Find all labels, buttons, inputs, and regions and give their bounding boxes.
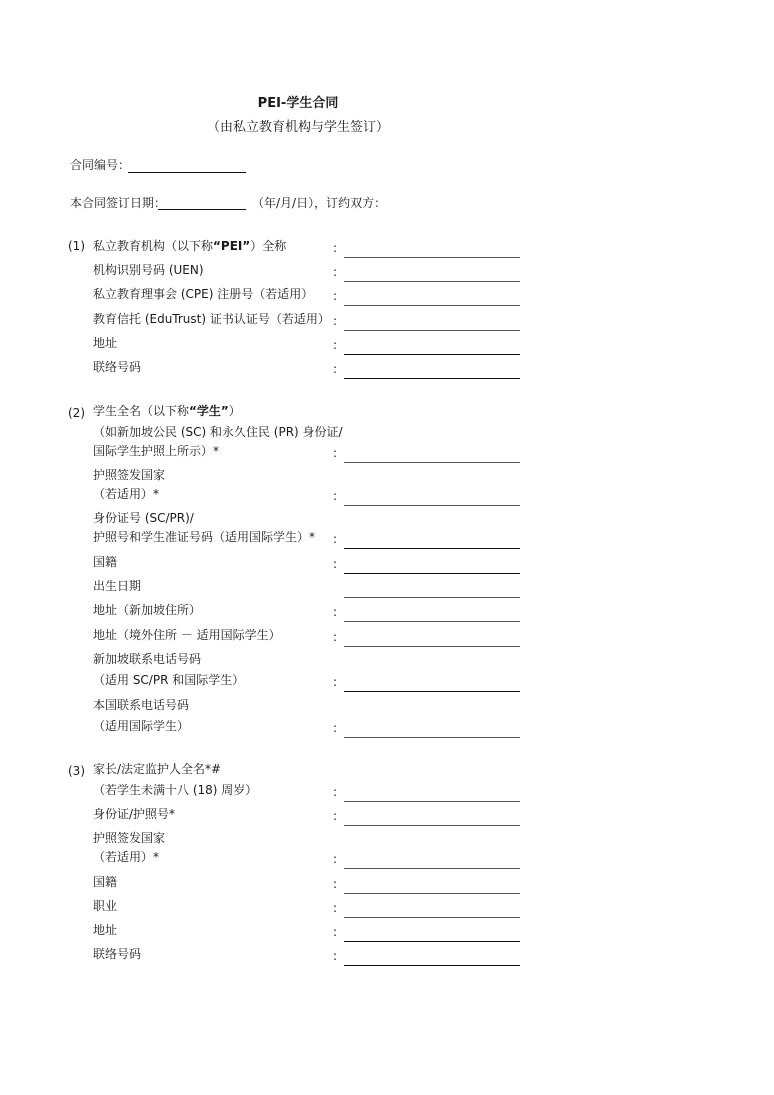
guardian-name-field[interactable] — [344, 801, 520, 802]
guardian-contact-label: 联络号码 — [93, 947, 142, 961]
colon: : — [333, 532, 338, 546]
section-1-number: (1) — [68, 239, 85, 253]
colon: : — [333, 949, 338, 963]
guardian-contact-field[interactable] — [344, 965, 520, 966]
uen-field[interactable] — [344, 281, 520, 282]
edutrust-field[interactable] — [344, 330, 520, 331]
guardian-id-field[interactable] — [344, 825, 520, 826]
colon: : — [333, 489, 338, 503]
colon: : — [333, 852, 338, 866]
guardian-passport-country-field[interactable] — [344, 868, 520, 869]
colon: : — [333, 265, 338, 279]
student-id-field[interactable] — [344, 548, 520, 549]
contract-subtitle: （由私立教育机构与学生签订） — [206, 120, 389, 135]
colon: : — [333, 630, 338, 644]
colon: : — [333, 557, 338, 571]
guardian-id-label: 身份证/护照号* — [93, 807, 176, 821]
guardian-name-label-1: 家长/法定监护人全名*# — [93, 762, 222, 776]
student-name-field[interactable] — [344, 462, 520, 463]
edutrust-label: 教育信托 (EduTrust) 证书认证号（若适用） — [93, 312, 330, 326]
colon: : — [333, 877, 338, 891]
pei-name-field[interactable] — [344, 257, 520, 258]
cpe-label: 私立教育理事会 (CPE) 注册号（若适用） — [93, 287, 314, 301]
contract-date-suffix: （年/月/日），订约双方： — [252, 196, 387, 210]
contract-number-field[interactable] — [128, 172, 246, 173]
cpe-field[interactable] — [344, 305, 520, 306]
guardian-nationality-label: 国籍 — [93, 875, 118, 889]
colon: : — [333, 289, 338, 303]
guardian-passport-country-label-2: （若适用）* — [93, 850, 160, 864]
student-home-phone-label-2: （适用国际学生） — [93, 719, 190, 733]
colon: : — [333, 785, 338, 799]
section-3-number: (3) — [68, 764, 85, 778]
guardian-address-label: 地址 — [93, 923, 118, 937]
guardian-occupation-label: 职业 — [93, 899, 118, 913]
section-2-number: (2) — [68, 406, 85, 420]
student-home-phone-field[interactable] — [344, 737, 520, 738]
colon: : — [333, 809, 338, 823]
guardian-passport-country-label-1: 护照签发国家 — [93, 831, 166, 845]
student-nationality-field[interactable] — [344, 573, 520, 574]
colon: : — [333, 605, 338, 619]
colon: : — [333, 901, 338, 915]
colon: : — [333, 338, 338, 352]
student-name-note-2: 国际学生护照上所示）* — [93, 444, 220, 458]
student-address-sg-label: 地址（新加坡住所） — [93, 603, 202, 617]
student-passport-country-label-2: （若适用）* — [93, 487, 160, 501]
student-dob-field[interactable] — [344, 597, 520, 598]
student-name-note-1: （如新加坡公民 (SC) 和永久住民 (PR) 身份证/ — [93, 425, 343, 439]
pei-address-field[interactable] — [344, 354, 520, 355]
pei-contact-label: 联络号码 — [93, 360, 142, 374]
guardian-name-label-2: （若学生未满十八 (18) 周岁） — [93, 783, 258, 797]
guardian-address-field[interactable] — [344, 941, 520, 942]
colon: : — [333, 925, 338, 939]
student-id-label-1: 身份证号 (SC/PR)/ — [93, 511, 194, 525]
colon: : — [333, 446, 338, 460]
contract-number-label: 合同编号： — [70, 158, 131, 172]
colon: : — [333, 362, 338, 376]
student-name-label: 学生全名（以下称“学生”） — [93, 404, 241, 418]
student-passport-country-label-1: 护照签发国家 — [93, 468, 166, 482]
pei-name-label: 私立教育机构（以下称“PEI”）全称 — [93, 239, 287, 253]
pei-contact-field[interactable] — [344, 378, 520, 379]
student-dob-label: 出生日期 — [93, 579, 142, 593]
student-sg-phone-label-1: 新加坡联系电话号码 — [93, 652, 202, 666]
guardian-occupation-field[interactable] — [344, 917, 520, 918]
colon: : — [333, 314, 338, 328]
student-sg-phone-field[interactable] — [344, 691, 520, 692]
student-id-label-2: 护照号和学生准证号码（适用国际学生）* — [93, 530, 316, 544]
student-passport-country-field[interactable] — [344, 505, 520, 506]
student-home-phone-label-1: 本国联系电话号码 — [93, 698, 190, 712]
contract-title: PEI-学生合同 — [257, 96, 339, 111]
colon: : — [333, 721, 338, 735]
student-address-sg-field[interactable] — [344, 621, 520, 622]
colon: : — [333, 675, 338, 689]
guardian-nationality-field[interactable] — [344, 893, 520, 894]
pei-address-label: 地址 — [93, 336, 118, 350]
colon: : — [333, 241, 338, 255]
student-address-overseas-label: 地址（境外住所 － 适用国际学生） — [93, 628, 281, 642]
contract-date-label: 本合同签订日期： — [70, 196, 167, 210]
student-address-overseas-field[interactable] — [344, 646, 520, 647]
student-nationality-label: 国籍 — [93, 555, 118, 569]
uen-label: 机构识别号码 (UEN) — [93, 263, 204, 277]
student-sg-phone-label-2: （适用 SC/PR 和国际学生） — [93, 673, 245, 687]
contract-date-field[interactable] — [158, 209, 246, 210]
